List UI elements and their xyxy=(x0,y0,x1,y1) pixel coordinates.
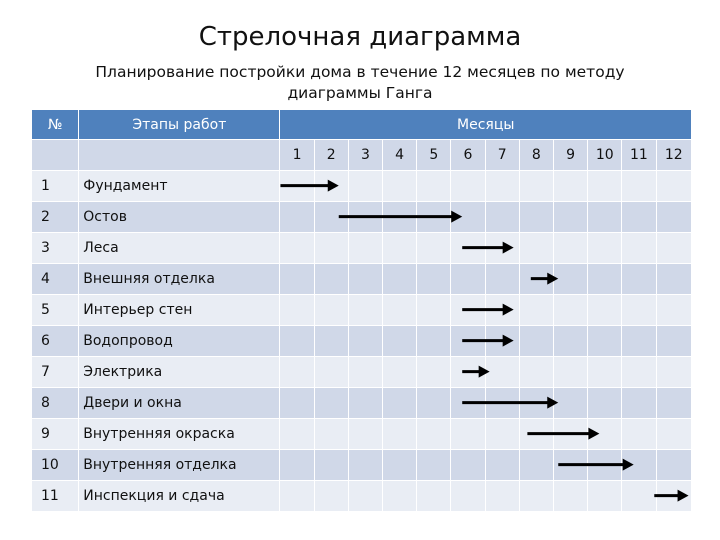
month-cell xyxy=(349,388,383,419)
month-cell xyxy=(451,419,485,450)
month-cell xyxy=(520,450,554,481)
month-cell xyxy=(315,326,349,357)
month-cell xyxy=(383,326,417,357)
month-cell xyxy=(280,295,314,326)
month-cell xyxy=(383,233,417,264)
month-cell xyxy=(622,388,656,419)
month-cell xyxy=(588,202,622,233)
month-cell xyxy=(349,264,383,295)
table-row xyxy=(32,264,692,295)
stage-name: Водопровод xyxy=(79,326,280,357)
month-cell xyxy=(657,357,692,388)
month-cell xyxy=(417,388,451,419)
month-label: 4 xyxy=(383,140,417,171)
stage-number: 11 xyxy=(32,481,79,512)
stage-number: 1 xyxy=(32,171,79,202)
month-cell xyxy=(417,233,451,264)
table-row xyxy=(32,202,692,233)
month-cell xyxy=(349,326,383,357)
month-cell xyxy=(280,357,314,388)
table-row xyxy=(32,233,692,264)
stage-number: 4 xyxy=(32,264,79,295)
month-cell xyxy=(622,419,656,450)
month-cell xyxy=(417,357,451,388)
month-cell xyxy=(315,233,349,264)
month-label: 7 xyxy=(486,140,520,171)
month-label: 3 xyxy=(349,140,383,171)
month-cell xyxy=(315,295,349,326)
stage-name: Леса xyxy=(79,233,280,264)
month-cell xyxy=(383,481,417,512)
month-cell xyxy=(588,295,622,326)
gantt-body xyxy=(32,171,692,512)
month-cell xyxy=(520,388,554,419)
stage-name: Инспекция и сдача xyxy=(79,481,280,512)
month-cell xyxy=(486,419,520,450)
stage-name: Двери и окна xyxy=(79,388,280,419)
month-cell xyxy=(315,450,349,481)
month-cell xyxy=(520,295,554,326)
month-cell xyxy=(383,171,417,202)
month-cell xyxy=(554,357,588,388)
stage-name: Интерьер стен xyxy=(79,295,280,326)
month-cell xyxy=(622,326,656,357)
stage-name: Внутренняя отделка xyxy=(79,450,280,481)
month-cell xyxy=(451,357,485,388)
month-row-blank-num xyxy=(32,140,79,171)
month-label: 11 xyxy=(622,140,656,171)
month-cell xyxy=(520,481,554,512)
page-subtitle: Планирование постройки дома в течение 12 месяцев по методу диаграммы Ганга xyxy=(95,63,625,102)
month-cell xyxy=(417,295,451,326)
month-cell xyxy=(554,202,588,233)
month-cell xyxy=(554,326,588,357)
month-cell xyxy=(417,171,451,202)
month-cell xyxy=(383,357,417,388)
month-cell xyxy=(451,326,485,357)
month-cell xyxy=(588,419,622,450)
month-cell xyxy=(554,450,588,481)
month-cell xyxy=(383,202,417,233)
month-cell xyxy=(657,326,692,357)
month-cell xyxy=(588,326,622,357)
stage-name: Электрика xyxy=(79,357,280,388)
month-cell xyxy=(280,202,314,233)
month-cell xyxy=(451,202,485,233)
month-cell xyxy=(417,450,451,481)
month-cell xyxy=(451,388,485,419)
header-row xyxy=(32,110,692,140)
month-cell xyxy=(280,388,314,419)
stage-name: Остов xyxy=(79,202,280,233)
month-cell xyxy=(622,295,656,326)
month-cell xyxy=(554,481,588,512)
month-cell xyxy=(486,171,520,202)
month-cell xyxy=(588,264,622,295)
month-cell xyxy=(349,450,383,481)
month-cell xyxy=(315,419,349,450)
month-cell xyxy=(349,295,383,326)
month-cell xyxy=(657,481,692,512)
month-cell xyxy=(657,419,692,450)
month-cell xyxy=(486,264,520,295)
month-cell xyxy=(486,388,520,419)
month-cell xyxy=(349,233,383,264)
stage-number: 7 xyxy=(32,357,79,388)
stage-number: 2 xyxy=(32,202,79,233)
header-months: Месяцы xyxy=(280,110,692,140)
table-row xyxy=(32,450,692,481)
month-cell xyxy=(554,419,588,450)
month-cell xyxy=(554,264,588,295)
stage-number: 8 xyxy=(32,388,79,419)
month-cell xyxy=(486,481,520,512)
month-cell xyxy=(349,202,383,233)
month-cell xyxy=(280,264,314,295)
month-label: 12 xyxy=(657,140,692,171)
month-cell xyxy=(554,171,588,202)
month-cell xyxy=(657,388,692,419)
month-cell xyxy=(588,357,622,388)
month-cell xyxy=(520,264,554,295)
month-cell xyxy=(520,419,554,450)
month-cell xyxy=(622,357,656,388)
month-cell xyxy=(451,481,485,512)
month-cell xyxy=(383,419,417,450)
month-cell xyxy=(280,326,314,357)
month-cell xyxy=(486,295,520,326)
month-cell xyxy=(451,450,485,481)
table-row xyxy=(32,326,692,357)
month-cell xyxy=(554,295,588,326)
month-cell xyxy=(451,233,485,264)
month-cell xyxy=(657,171,692,202)
month-cell xyxy=(417,202,451,233)
month-cell xyxy=(588,450,622,481)
table-row xyxy=(32,357,692,388)
month-cell xyxy=(417,264,451,295)
header-number: № xyxy=(32,110,79,140)
stage-number: 3 xyxy=(32,233,79,264)
month-cell xyxy=(417,419,451,450)
month-cell xyxy=(588,233,622,264)
month-cell xyxy=(417,481,451,512)
month-number-row xyxy=(32,140,692,171)
month-cell xyxy=(520,171,554,202)
month-cell xyxy=(520,326,554,357)
table-row xyxy=(32,481,692,512)
month-label: 1 xyxy=(280,140,314,171)
month-cell xyxy=(451,295,485,326)
stage-number: 9 xyxy=(32,419,79,450)
month-cell xyxy=(349,357,383,388)
month-cell xyxy=(280,233,314,264)
month-cell xyxy=(520,357,554,388)
month-cell xyxy=(657,295,692,326)
month-row-blank-name xyxy=(79,140,280,171)
month-cell xyxy=(280,419,314,450)
stage-name: Внешняя отделка xyxy=(79,264,280,295)
month-cell xyxy=(383,450,417,481)
month-cell xyxy=(383,388,417,419)
gantt-table xyxy=(32,110,692,512)
month-cell xyxy=(554,233,588,264)
month-cell xyxy=(486,326,520,357)
month-cell xyxy=(622,171,656,202)
month-cell xyxy=(451,264,485,295)
month-cell xyxy=(588,481,622,512)
table-row xyxy=(32,171,692,202)
month-label: 10 xyxy=(588,140,622,171)
month-cell xyxy=(486,450,520,481)
stage-name: Внутренняя окраска xyxy=(79,419,280,450)
month-cell xyxy=(280,450,314,481)
page-title: Стрелочная диаграмма xyxy=(198,22,522,52)
month-cell xyxy=(486,202,520,233)
month-cell xyxy=(280,171,314,202)
month-cell xyxy=(520,233,554,264)
month-label: 5 xyxy=(417,140,451,171)
month-cell xyxy=(622,450,656,481)
month-cell xyxy=(315,171,349,202)
month-cell xyxy=(349,171,383,202)
stage-number: 10 xyxy=(32,450,79,481)
month-cell xyxy=(554,388,588,419)
month-cell xyxy=(383,295,417,326)
month-label: 8 xyxy=(520,140,554,171)
month-cell xyxy=(657,202,692,233)
month-cell xyxy=(657,450,692,481)
month-cell xyxy=(622,264,656,295)
month-cell xyxy=(486,357,520,388)
month-cell xyxy=(588,171,622,202)
month-label: 2 xyxy=(315,140,349,171)
stage-number: 6 xyxy=(32,326,79,357)
month-cell xyxy=(622,481,656,512)
month-cell xyxy=(588,388,622,419)
month-label: 9 xyxy=(554,140,588,171)
table-row xyxy=(32,295,692,326)
month-cell xyxy=(280,481,314,512)
month-cell xyxy=(315,481,349,512)
stage-name: Фундамент xyxy=(79,171,280,202)
stage-number: 5 xyxy=(32,295,79,326)
month-cell xyxy=(383,264,417,295)
month-cell xyxy=(315,202,349,233)
month-cell xyxy=(315,264,349,295)
month-cell xyxy=(486,233,520,264)
month-cell xyxy=(451,171,485,202)
table-row xyxy=(32,419,692,450)
month-label: 6 xyxy=(451,140,485,171)
month-cell xyxy=(349,481,383,512)
month-cell xyxy=(657,264,692,295)
month-cell xyxy=(622,233,656,264)
table-row xyxy=(32,388,692,419)
month-cell xyxy=(622,202,656,233)
month-cell xyxy=(520,202,554,233)
month-cell xyxy=(315,357,349,388)
month-cell xyxy=(417,326,451,357)
month-cell xyxy=(315,388,349,419)
month-cell xyxy=(657,233,692,264)
month-cell xyxy=(349,419,383,450)
header-stages: Этапы работ xyxy=(79,110,280,140)
